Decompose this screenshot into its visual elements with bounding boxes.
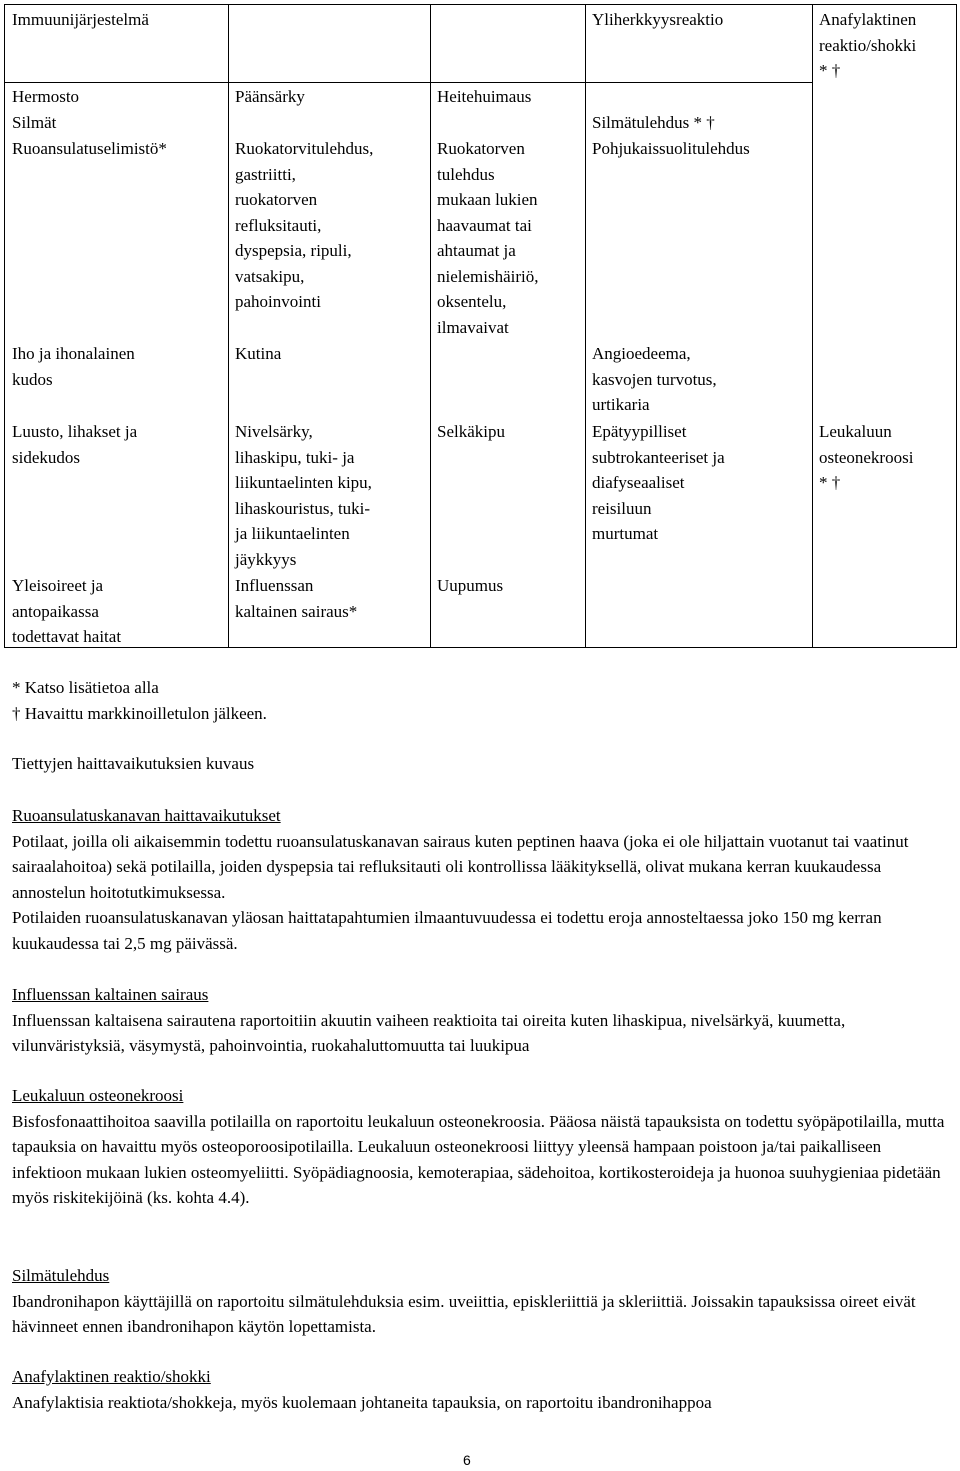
- header-immune-system: Immuunijärjestelmä: [12, 10, 149, 29]
- row-musculoskeletal-common: Nivelsärky, lihaskipu, tuki- ja liikuntaelinten kipu, lihaskouristus, tuki- ja liikuntaelinten jäykkyys: [235, 422, 372, 569]
- row-musculoskeletal-label: Luusto, lihakset ja sidekudos: [12, 422, 138, 467]
- row-musculoskeletal-uncommon: Selkäkipu: [437, 422, 505, 441]
- row-musculoskeletal-very-rare: Leukaluun osteonekroosi * †: [819, 422, 914, 492]
- header-hypersensitivity: Yliherkkyysreaktio: [592, 10, 724, 29]
- row-skin-common: Kutina: [235, 344, 282, 363]
- footnote-star: * Katso lisätietoa alla: [12, 678, 159, 697]
- section-anaphylaxis: [12, 1364, 947, 1415]
- section-flu: [12, 982, 947, 1059]
- adverse-reactions-table: [4, 4, 957, 648]
- section-subtitle: [12, 751, 947, 777]
- column-divider: [228, 5, 229, 647]
- header-anaphylaxis: Anafylaktinen reaktio/shokki * †: [819, 10, 917, 80]
- column-divider: [585, 5, 586, 647]
- section-flu-heading: Influenssan kaltainen sairaus: [12, 985, 209, 1004]
- row-gi-rare: Pohjukaissuolitulehdus: [592, 139, 750, 158]
- section-gi-paragraph-1: Potilaat, joilla oli aikaisemmin todettu ruoansulatuskanavan sairaus kuten peptinen haava (joka ei ole hiljattain vuotanut tai vaatinut sairaalahoitoa) sekä potilailla, joiden dyspepsia tai refluksitauti oli kontrollissa lääkityksellä, olivat mukana kerran kuukaudessa annostelun hoitotutkimuksessa.: [12, 831, 909, 902]
- row-gi-common: Ruokatorvitulehdus, gastriitti, ruokatorven refluksitauti, dyspepsia, ripuli, vatsakipu, pahoinvointi: [235, 139, 374, 311]
- footnote-dagger: † Havaittu markkinoilletulon jälkeen.: [12, 703, 267, 723]
- row-eyes-rare: Silmätulehdus * †: [592, 113, 715, 132]
- row-eyes-label: Silmät: [12, 113, 57, 132]
- row-general-common: Influenssan kaltainen sairaus*: [235, 576, 358, 621]
- row-general-uncommon: Uupumus: [437, 576, 504, 595]
- row-skin-label: Iho ja ihonalainen kudos: [12, 344, 135, 389]
- column-divider: [430, 5, 431, 647]
- row-nervous-label: Hermosto: [12, 87, 80, 106]
- section-jaw: [12, 1083, 947, 1211]
- row-gi-uncommon: Ruokatorven tulehdus mukaan lukien haavaumat tai ahtaumat ja nielemishäiriö, oksentelu, ilmavaivat: [437, 139, 539, 337]
- section-jaw-paragraph: Bisfosfonaattihoitoa saavilla potilailla on raportoitu leukaluun osteonekroosia. Pääosa näistä tapauksista on todettu syöpäpotilailla, mutta tapauksia on havaittu myös osteoporoosipotilailla. Leukaluun osteonekroosi liittyy yleensä hampaan poistoon ja/tai paikalliseen infektioon mukaan lukien osteomyeliitti. Syöpädiagnoosia, kemoterapiaa, sädehoitoa, kortikosteroideja ja huonoa suuhygieniaa pidetään myös riskitekijöinä (ks. kohta 4.4).: [12, 1111, 945, 1207]
- section-jaw-heading: Leukaluun osteonekroosi: [12, 1086, 184, 1105]
- section-gi-heading: Ruoansulatuskanavan haittavaikutukset: [12, 806, 281, 825]
- row-nervous-uncommon: Heitehuimaus: [437, 87, 532, 106]
- row-nervous-common: Päänsärky: [235, 87, 305, 106]
- row-gi-label: Ruoansulatuselimistö*: [12, 139, 167, 158]
- row-musculoskeletal-rare: Epätyypilliset subtrokanteeriset ja diafyseaaliset reisiluun murtumat: [592, 422, 725, 543]
- section-gi: [12, 803, 947, 956]
- section-eye-heading: Silmätulehdus: [12, 1266, 110, 1285]
- section-anaphylaxis-paragraph: Anafylaktisia reaktiota/shokkeja, myös kuolemaan johtaneita tapauksia, on raportoitu ibandronihappoa: [12, 1392, 712, 1412]
- section-eye-paragraph: Ibandronihapon käyttäjillä on raportoitu silmätulehduksia esim. uveiittia, episkleriittiä ja skleriittiä. Joissakin tapauksissa oireet eivät hävinneet ennen ibandronihapon käytön lopettamista.: [12, 1291, 916, 1336]
- section-anaphylaxis-heading: Anafylaktinen reaktio/shokki: [12, 1367, 211, 1386]
- page-number: 6: [463, 1452, 471, 1468]
- section-flu-paragraph: Influenssan kaltaisena sairautena raportoitiin akuutin vaiheen reaktioita tai oireita kuten lihaskipua, nivelsärkyä, kuumetta, vilunväristyksiä, väsymystä, pahoinvointia, ruokahaluttomuutta tai luukipua: [12, 1010, 846, 1055]
- row-skin-rare: Angioedeema, kasvojen turvotus, urtikaria: [592, 344, 717, 414]
- row-divider: [5, 82, 812, 83]
- section-eye: [12, 1263, 947, 1340]
- section-gi-paragraph-2: Potilaiden ruoansulatuskanavan yläosan haittatapahtumien ilmaantuvuudessa ei todettu eroja annosteltaessa joko 150 mg kerran kuukaudessa tai 2,5 mg päivässä.: [12, 908, 882, 953]
- subtitle-text: Tiettyjen haittavaikutuksien kuvaus: [12, 754, 255, 773]
- table-footnotes: [12, 675, 942, 726]
- row-general-label: Yleisoireet ja antopaikassa todettavat haitat: [12, 576, 122, 646]
- column-divider: [812, 5, 813, 647]
